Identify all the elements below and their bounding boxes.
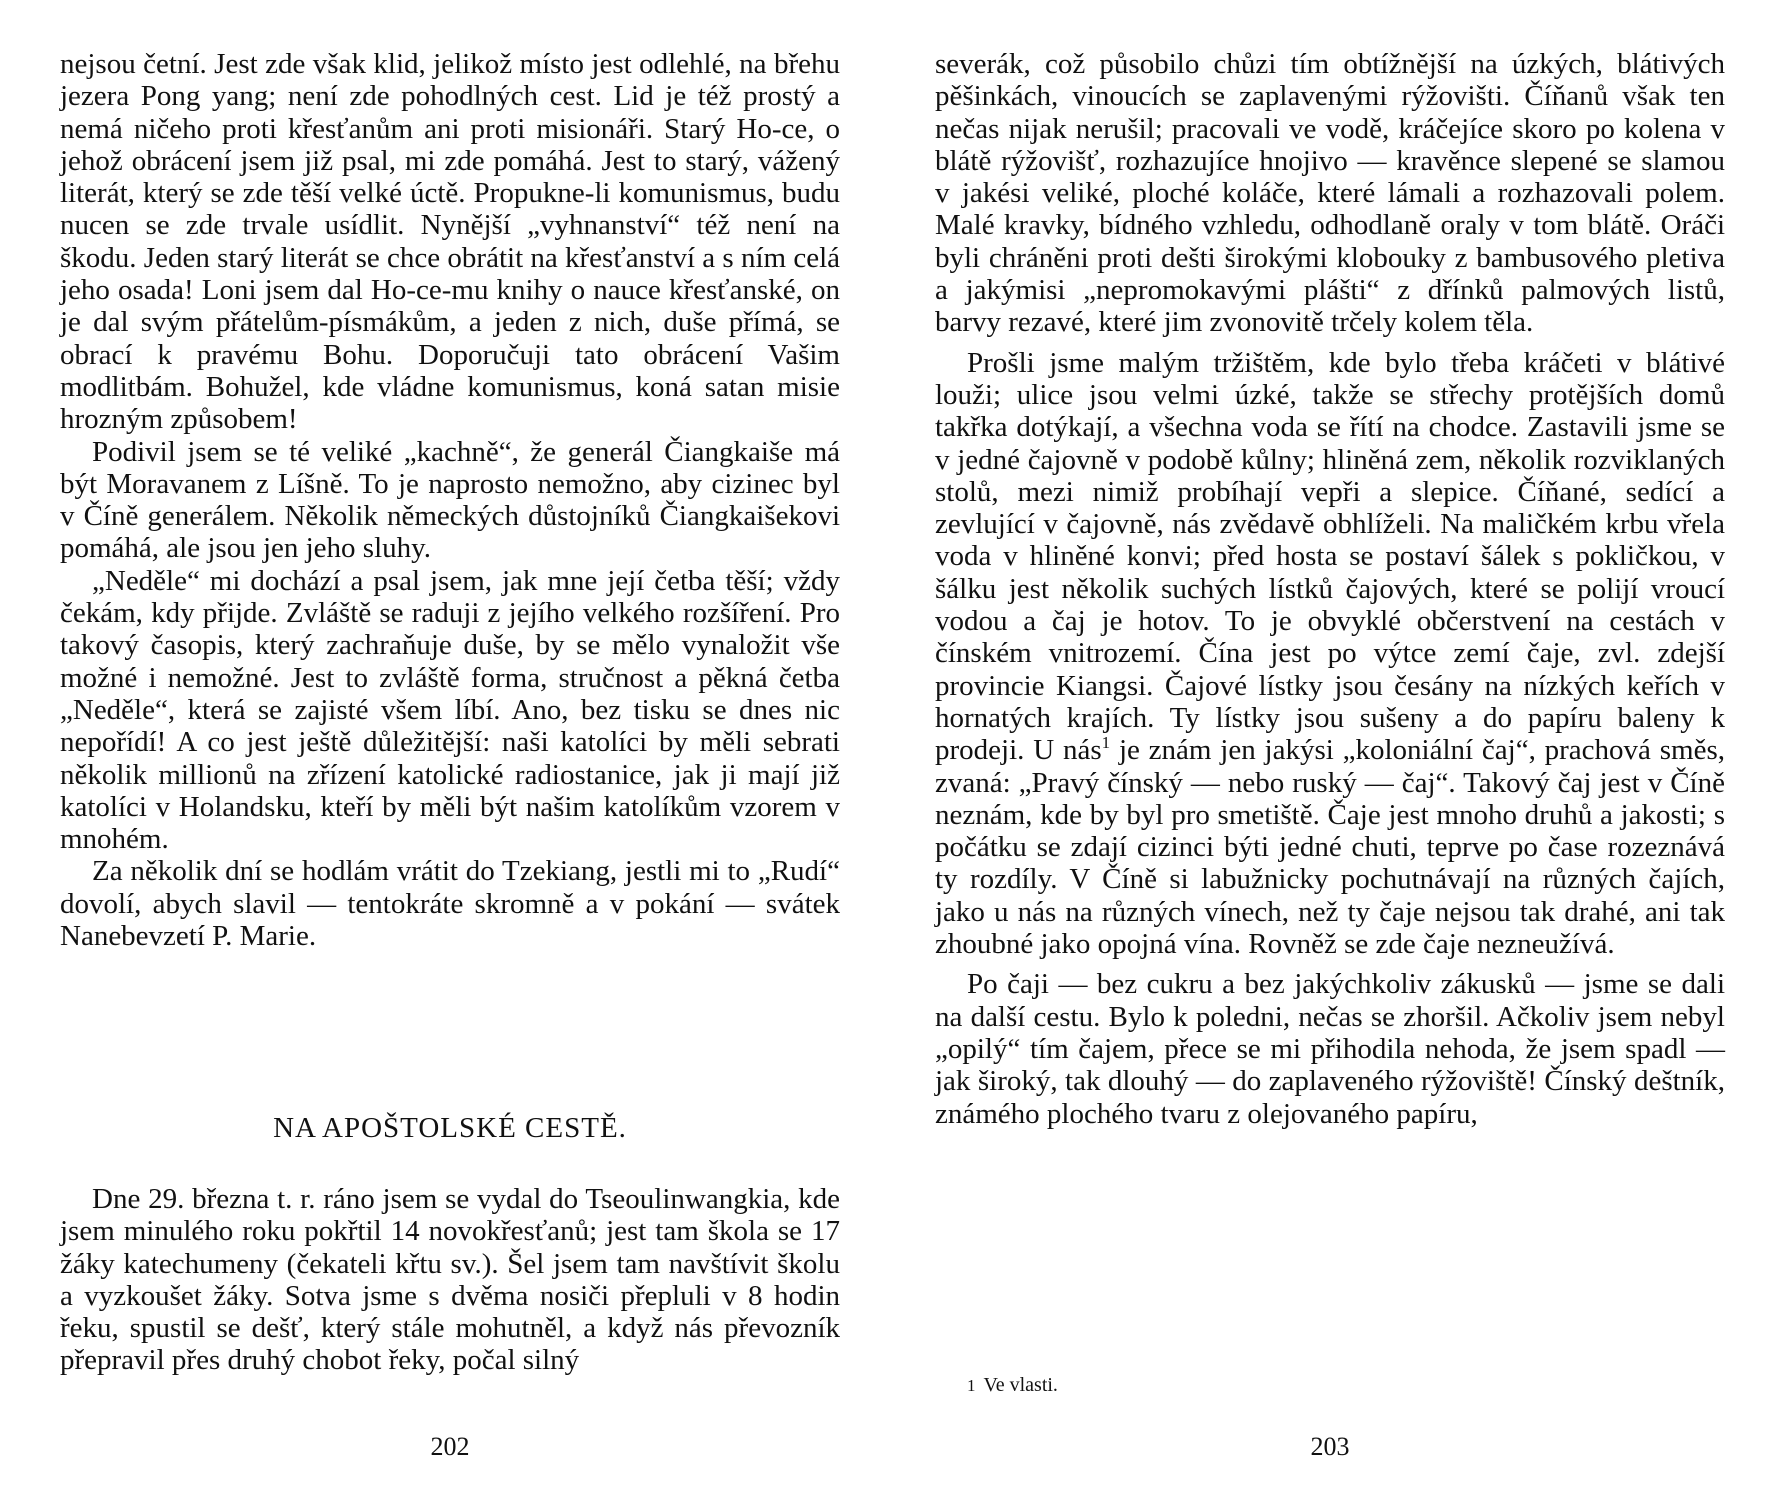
left-section-paragraph: Dne 29. března t. r. ráno jsem se vydal do Tseoulinwangkia, kde jsem minulého roku pokřtil 14 novokřesťanů; jest tam škola se 17 žáky katechumeny (čekateli křtu sv.). Šel jsem tam navštívit školu a vyzkoušet žáky. Sotva jsme s dvěma nosiči přepluli v 8 hodin řeku, spustil se dešť, který stále mohutněl, a když nás převozník přepravil přes druhý chobot řeky, počal silný — [60, 1183, 840, 1377]
left-paragraph-1: nejsou četní. Jest zde však klid, jelikož místo jest odlehlé, na břehu jezera Pong yang; není zde pohodlných cest. Lid je též prostý a nemá ničeho proti křesťanům ani proti misionáři. Starý Ho-ce, o jehož obrácení jsem již psal, mi zde pomáhá. Jest to starý, vážený literát, který se zde těší velké úctě. Propukne-li komunismus, budu nucen se zde trvale usídlit. Nynější „vyhnanství“ též není na škodu. Jeden starý literát se chce obrátit na křesťanství a s ním celá jeho osada! Loni jsem dal Ho-ce-mu knihy o nauce křesťanské, on je dal svým přátelům-písmákům, a jeden z nich, duše přímá, se obrací k pravému Bohu. Doporučuji tato obrácení Vašim modlitbám. Bohužel, kde vládne komunismus, koná satan misie hrozným způsobem! — [60, 48, 840, 436]
right-paragraph-2 — [935, 347, 1725, 961]
right-page-text — [935, 48, 1725, 1130]
left-page-text — [60, 48, 840, 952]
right-paragraph-2-part-1: Prošli jsme malým tržištěm, kde bylo třeba kráčeti v blátivé louži; ulice jsou velmi úzké, takže se střechy protějších domů takřka dotýkají, a všechna voda se řítí na chodce. Zastavili jsme se v jedné čajovně v podobě kůlny; hliněná zem, několik rozviklaných stolů, mezi nimiž probíhají vepři a slepice. Číňané, sedící a zevlující v čajovně, nás zvědavě obhlíželi. Na maličkém krbu vřela voda v hliněné konvi; před hosta se postaví šálek s pokličkou, v šálku jest několik suchých lístků čajových, které se polijí vroucí vodou a čaj je hotov. To je obvyklé občerstvení na cestách v čínském vnitrozemí. Čína jest po výtce zemí čaje, zvl. zdejší provincie Kiangsi. Čajové lístky jsou česány na nízkých keřích v hornatých krajích. Ty lístky jsou sušeny a do papíru baleny k prodeji. U nás — [935, 346, 1725, 767]
footnote — [967, 1373, 1058, 1398]
right-paragraph-2-part-2: je znám jen jakýsi „koloniální čaj“, prachová směs, zvaná: „Pravý čínský — nebo ruský — čaj“. Takový čaj jest v Číně neznám, kde by byl pro smetiště. Čaje jest mnoho druhů a jakosti; s počátku se zdají cizinci býti jedné chuti, teprve po čase rozeznává ty rozdíly. V Číně si labužnicky pochutnávají na různých čajích, jako u nás na různých vínech, než ty čaje nejsou tak drahé, ani tak zhoubné jako opojná vína. Rovněž se zde čaje nezneužívá. — [935, 734, 1725, 961]
footnote-text: Ve vlasti. — [983, 1374, 1058, 1396]
left-section-text — [60, 1183, 840, 1377]
left-paragraph-3: „Neděle“ mi dochází a psal jsem, jak mne její četba těší; vždy čekám, kdy přijde. Zvláště se raduji z jejího velkého rozšíření. Pro takový časopis, který zachraňuje duše, by se mělo vynaložit vše možné i nemožné. Jest to zvláště forma, stručnost a pěkná četba „Neděle“, která se zajisté všem líbí. Ano, bez tisku se dnes nic nepořídí! A co jest ještě důležitější: naši katolíci by měli sebrati několik millionů na zřízení katolické radiostanice, jak ji mají již katolíci v Holandsku, kteří by měli být našim katolíkům vzorem v mnohém. — [60, 564, 840, 856]
page-number-left: 202 — [430, 1432, 470, 1461]
left-paragraph-2: Podivil jsem se té veliké „kachně“, že generál Čiangkaiše má být Moravanem z Líšně. To je naprosto nemožno, aby cizinec byl v Číně generálem. Několik německých důstojníků Čiangkaišekovi pomáhá, ale jsou jen jeho sluhy. — [60, 435, 840, 565]
left-paragraph-4: Za několik dní se hodlám vrátit do Tzekiang, jestli mi to „Rudí“ dovolí, abych slavil — tentokráte skromně a v pokání — svátek Nanebevzetí P. Marie. — [60, 855, 840, 953]
right-paragraph-1: severák, což působilo chůzi tím obtížnější na úzkých, blátivých pěšinkách, vinoucích se zaplavenými rýžovišti. Číňanů však ten nečas nijak nerušil; pracovali ve vodě, kráčejíce skoro po kolena v blátě rýžovišť, rozhazujíce hnojivo — kravěnce slepené se slamou v jakési veliké, ploché koláče, které lámali a rozhazovali polem. Malé kravky, bídného vzhledu, odhodlaně oraly v tom blátě. Oráči byli chráněni proti dešti širokými klobouky z bambusového pletiva a jakýmisi „nepromokavými plášti“ z dřínků palmových listů, barvy rezavé, které jim zvonovitě trčely kolem těla. — [935, 48, 1725, 339]
left-page — [60, 0, 840, 1500]
right-paragraph-3: Po čaji — bez cukru a bez jakýchkoliv zákusků — jsme se dali na další cestu. Bylo k poledni, nečas se zhoršil. Ačkoliv jsem nebyl „opilý“ tím čajem, přece se mi přihodila nehoda, že jsem spadl — jak široký, tak dlouhý — do zaplaveného rýžoviště! Čínský deštník, známého plochého tvaru z olejovaného papíru, — [935, 968, 1725, 1130]
footnote-reference: 1 — [1101, 733, 1111, 753]
page-number-right: 203 — [1310, 1432, 1350, 1461]
right-page — [935, 0, 1725, 1500]
section-heading: NA APOŠTOLSKÉ CESTĚ. — [273, 1112, 627, 1144]
footnote-mark: 1 — [967, 1376, 976, 1395]
